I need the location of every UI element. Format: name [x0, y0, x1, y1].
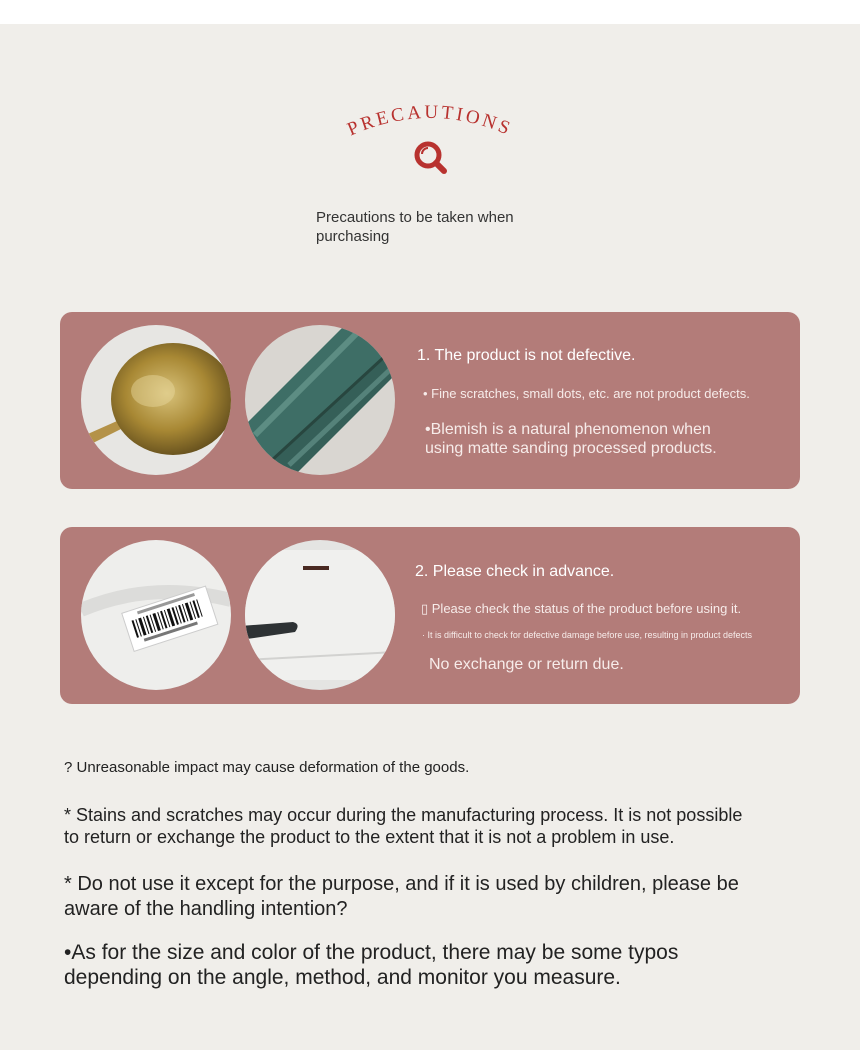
card-title: 1. The product is not defective.	[417, 347, 636, 364]
svg-text:PRECAUTIONS: PRECAUTIONS	[344, 101, 516, 141]
card-detail-tiny: · It is difficult to check for defective damage before use, resulting in product defects	[422, 630, 753, 640]
check-card	[60, 527, 800, 704]
note-impact: ? Unreasonable impact may cause deformation of the goods.	[64, 759, 470, 776]
magnifier-icon	[410, 138, 450, 178]
green-handle-photo	[245, 325, 395, 475]
top-strip	[0, 0, 860, 24]
defect-card	[60, 312, 800, 489]
note-stains: * Stains and scratches may occur during the manufacturing process. It is not possible to return or exchange the product to the extent that it is not a problem in use.	[64, 805, 743, 847]
intro-text: Precautions to be taken when purchasing	[316, 209, 514, 245]
gold-spoon-photo	[81, 325, 231, 475]
card-detail-small: • Fine scratches, small dots, etc. are not product defects.	[423, 386, 750, 401]
card-detail-large: •Blemish is a natural phenomenon when using matte sanding processed products.	[425, 421, 717, 457]
card-detail-small: ▯ Please check the status of the product before using it.	[421, 601, 742, 616]
packaged-handle-photo	[245, 540, 395, 690]
card-title: 2. Please check in advance.	[415, 563, 615, 580]
card-detail-large: No exchange or return due.	[429, 656, 624, 673]
barcode-package-photo	[81, 540, 231, 690]
note-purpose: * Do not use it except for the purpose, and if it is used by children, please be aware of the handling intention?	[64, 873, 739, 920]
note-size-color: •As for the size and color of the product, there may be some typos depending on the angle, method, and monitor you measure.	[64, 941, 679, 989]
